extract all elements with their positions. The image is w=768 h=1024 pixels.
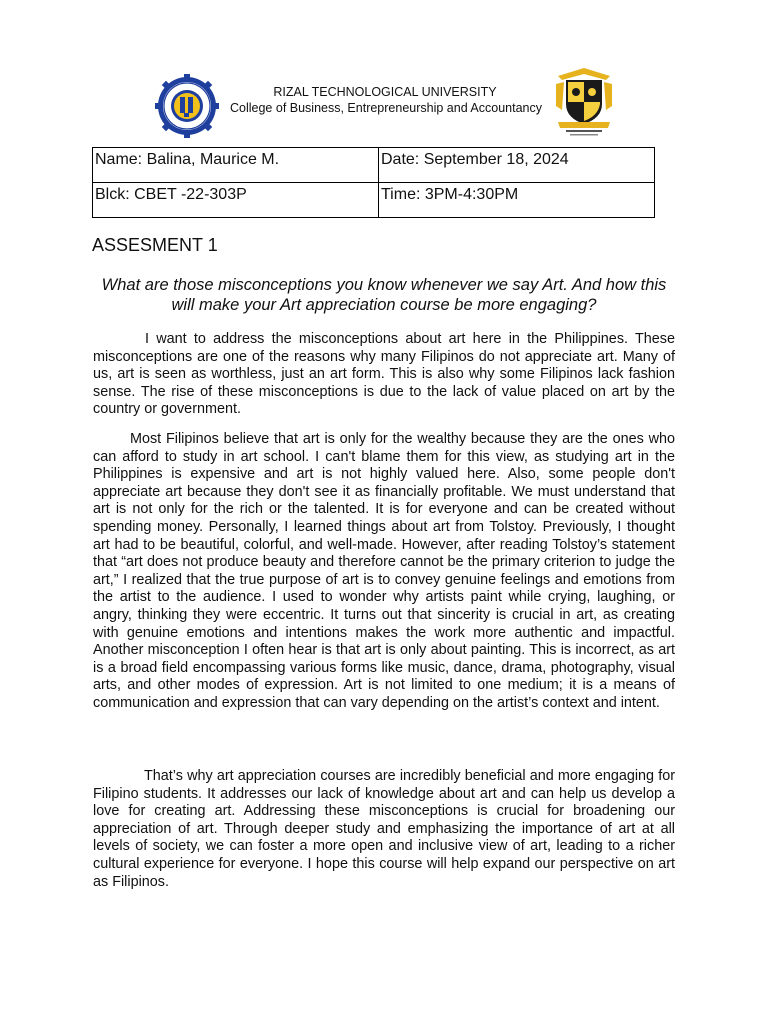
block-value: CBET -22-303P: [134, 186, 247, 203]
assessment-question: What are those misconceptions you know whenever we say Art. And how this will make your Art appreciation course be more engaging?: [101, 276, 667, 314]
date-label: Date:: [381, 151, 420, 168]
name-value: Balina, Maurice M.: [146, 151, 280, 168]
info-row: [93, 148, 655, 183]
body-paragraph: Most Filipinos believe that art is only for the wealthy because they are the ones who can afford to study in art school. I can't blame them for this view, as studying art in the Philippines is expensive and art is not highly valued here. Also, some people don't appreciate art because they don't see it as financially profitable. We must understand that art is not only for the rich or the talented. It is for everyone and can be created without spending money. Personally, I learned things about art from Tolstoy. Previously, I thought art had to be beautiful, colorful, and well-made. However, after reading Tolstoy’s statement that “art does not produce beauty and therefore cannot be the primary criterion to judge the art,” I realized that the true purpose of art is to convey genuine feelings and emotions from the artist to the audience. I used to wonder why artists paint while crying, laughing, or angry, thinking they were eccentric. It turns out that sincerity is crucial in art, as creating with genuine emotions and intentions makes the work more authentic and impactful. Another misconception I often hear is that art is only about painting. This is incorrect, as art is a broad field encompassing various forms like music, dance, drama, photography, visual arts, and other modes of expression. Art is not limited to one medium; it is a means of communication and expression that can vary depending on the artist’s context and intent.: [93, 431, 675, 711]
student-info-table: [92, 147, 655, 218]
document-header: [0, 66, 768, 146]
date-value: September 18, 2024: [423, 151, 569, 168]
name-label: Name:: [95, 151, 143, 168]
university-seal-logo: [155, 74, 219, 138]
university-name: RIZAL TECHNOLOGICAL UNIVERSITY: [273, 85, 497, 99]
date-cell: [379, 148, 655, 183]
time-label: Time:: [381, 186, 421, 203]
block-cell: [93, 183, 379, 218]
body-paragraph: That’s why art appreciation courses are incredibly beneficial and more engaging for Filipino students. It addresses our lack of knowledge about art and can help us develop a love for creating art. Addressing these misconceptions is crucial for broadening our appreciation of art. Through deeper study and emphasizing the importance of art at all levels of society, we can foster a more open and inclusive view of art, leading to a richer cultural experience for everyone. I hope this course will help expand our perspective on art as Filipinos.: [93, 768, 675, 890]
time-value: 3PM-4:30PM: [424, 186, 519, 203]
block-label: Blck:: [95, 186, 130, 203]
body-paragraph: I want to address the misconceptions about art here in the Philippines. These misconceptions are one of the reasons why many Filipinos do not appreciate art. Many of us, art is seen as worthless, just an art form. This is also why some Filipinos lack fashion sense. The rise of these misconceptions is due to the lack of value placed on art by the country or government.: [93, 331, 675, 418]
time-cell: [379, 183, 655, 218]
name-cell: [93, 148, 379, 183]
assessment-title: ASSESMENT 1: [92, 235, 218, 255]
info-row: [93, 183, 655, 218]
college-name: College of Business, Entrepreneurship and Accountancy: [230, 101, 542, 115]
college-crest-logo: [552, 66, 616, 138]
